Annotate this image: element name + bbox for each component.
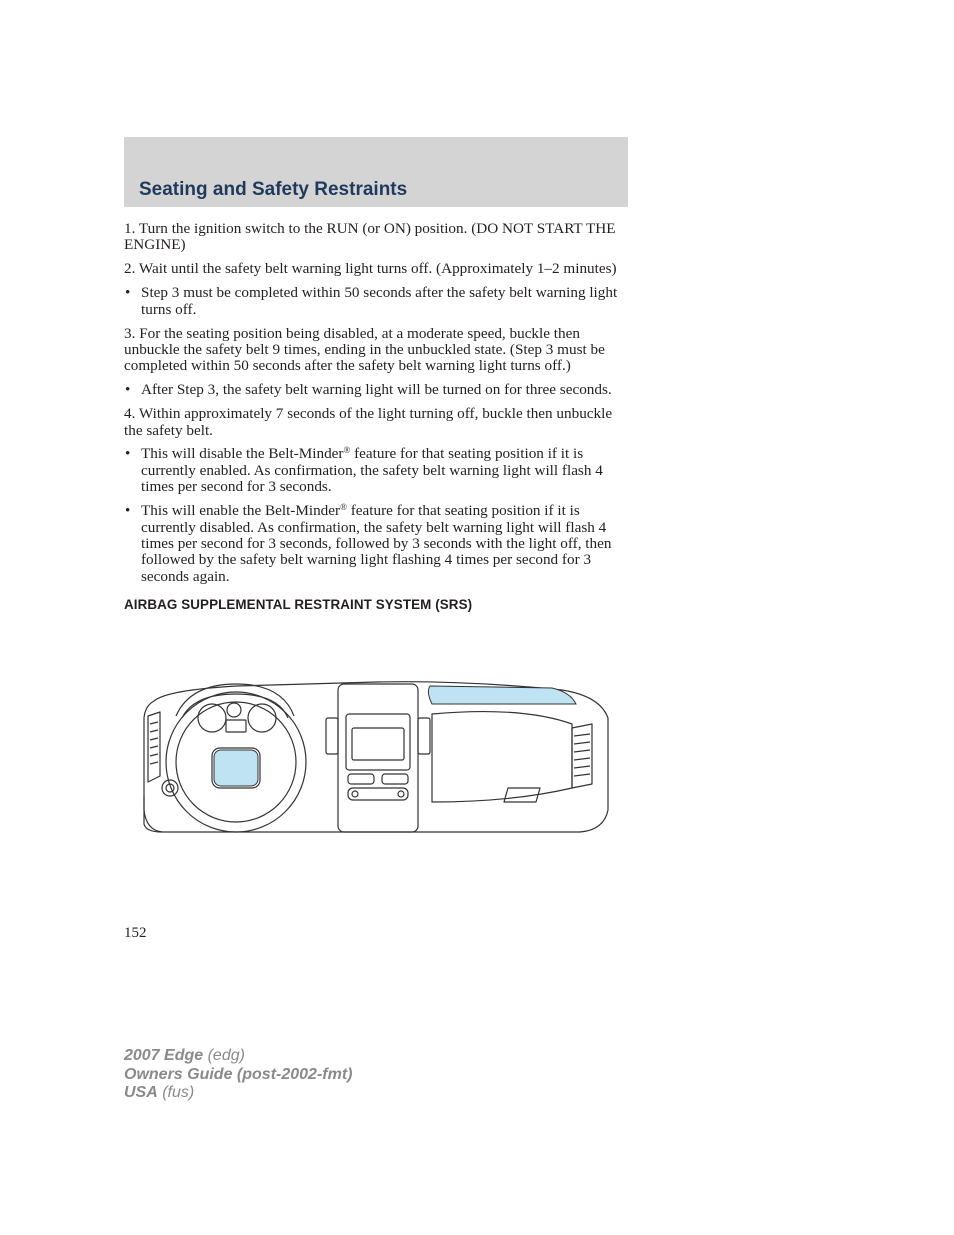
driver-airbag-highlight	[214, 750, 258, 786]
section-heading: AIRBAG SUPPLEMENTAL RESTRAINT SYSTEM (SRS)	[124, 597, 473, 613]
registered-mark: ®	[340, 502, 347, 513]
center-vent-left	[326, 718, 338, 754]
radio-display	[352, 728, 404, 760]
footer-model-code: (edg)	[203, 1047, 245, 1064]
passenger-airbag-highlight	[428, 686, 576, 704]
cluster-hood	[176, 684, 294, 716]
step-4: 4. Within approximately 7 seconds of the light turning off, buckle then unbuckle the safety belt.	[124, 405, 613, 439]
footer-model: 2007 Edge	[124, 1047, 204, 1064]
step-2: 2. Wait until the safety belt warning light turns off. (Approximately 1–2 minutes)	[124, 260, 617, 278]
bullet-item	[124, 446, 630, 495]
speedometer	[198, 704, 226, 732]
headlamp-switch	[162, 780, 178, 796]
bullet-text-part: feature for that seating position if it is currently disabled. As confirmation, the safety belt warning light will flash 4 times per second for 3 seconds, followed by 3 seconds with the light off, then followed by the safety belt warning light flashing 4 times per second for 3 seconds again.	[141, 502, 612, 585]
footer-line	[124, 1084, 352, 1103]
fuel-gauge	[227, 703, 241, 717]
footer-guide: Owners Guide (post-2002-fmt)	[124, 1065, 353, 1083]
page-number: 152	[124, 925, 147, 941]
center-vent-right	[418, 718, 430, 754]
registered-mark: ®	[343, 445, 351, 456]
bullet-text-part: This will disable the Belt-Minder	[141, 445, 344, 463]
body-text	[124, 221, 630, 614]
footer-market-code: (fus)	[157, 1084, 195, 1101]
bullet-item	[124, 382, 630, 398]
bullet-text: After Step 3, the safety belt warning light will be turned on for three seconds.	[141, 381, 612, 399]
footer-line	[124, 1047, 352, 1066]
step-3: 3. For the seating position being disabled, at a moderate speed, buckle then unbuckle the safety belt 9 times, ending in the unbuckled state. (Step 3 must be completed within 50 seconds after the safety belt warning light turns off.)	[124, 324, 605, 375]
bullet-text-part: feature for that seating position if it is currently enabled. As confirmation, the safety belt warning light will flash 4 times per second for 3 seconds.	[141, 445, 603, 496]
dashboard-airbag-illustration	[142, 676, 612, 836]
step-1: 1. Turn the ignition switch to the RUN (or ON) position. (DO NOT START THE ENGINE)	[124, 220, 616, 254]
footer-line	[124, 1066, 352, 1085]
dashboard-lower-edge	[144, 796, 162, 832]
bullet-item	[124, 285, 630, 318]
bullet-text-part: This will enable the Belt-Minder	[141, 502, 341, 520]
bullet-glyph: •	[125, 381, 131, 399]
document-footer	[124, 1047, 352, 1103]
glove-box	[432, 712, 572, 802]
section-header-band	[124, 137, 628, 207]
bullet-glyph: •	[125, 445, 131, 463]
bullet-glyph: •	[125, 284, 131, 302]
bullet-item	[124, 503, 630, 585]
bullet-glyph: •	[125, 502, 131, 520]
bullet-text: Step 3 must be completed within 50 seconds after the safety belt warning light turns off.	[141, 284, 618, 318]
section-title: Seating and Safety Restraints	[139, 179, 408, 200]
center-stack	[338, 684, 418, 832]
footer-market: USA	[124, 1084, 158, 1101]
